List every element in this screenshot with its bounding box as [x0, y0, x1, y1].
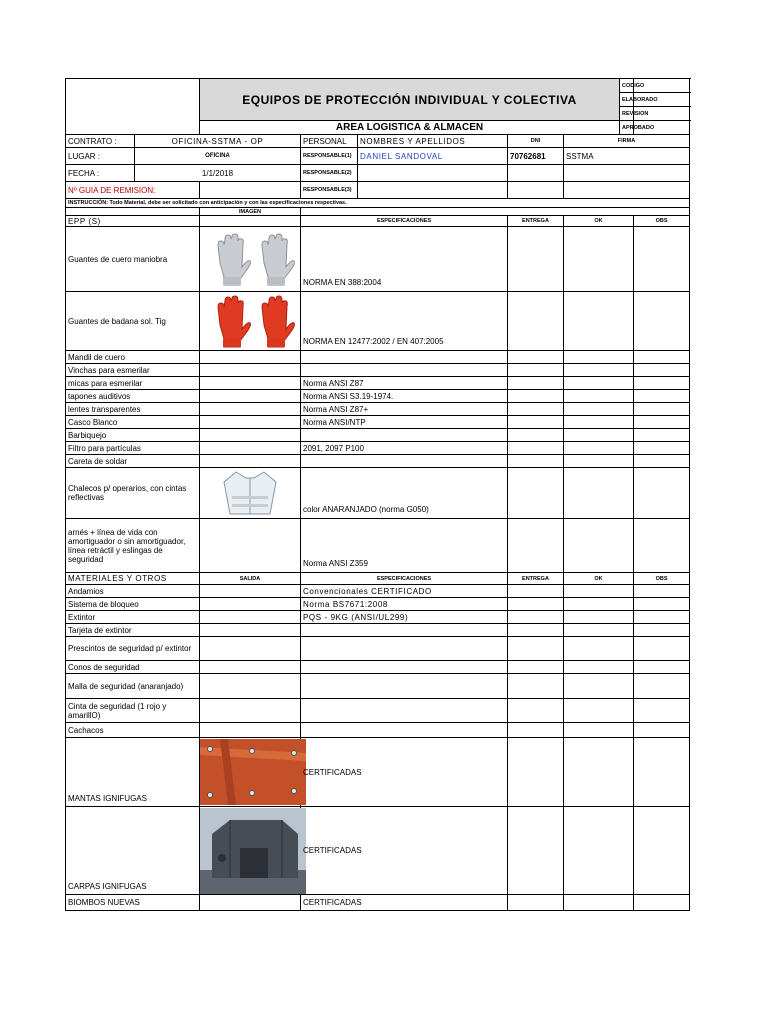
epp-obs-cell[interactable]	[634, 455, 690, 468]
material-item-spec: Norma BS7671:2008	[301, 598, 508, 611]
contrato-label: CONTRATO :	[66, 135, 135, 148]
epp-obs-cell[interactable]	[634, 351, 690, 364]
material-obs-cell[interactable]	[634, 738, 690, 807]
epp-item-name: Guantes de cuero maniobra	[66, 227, 200, 292]
epp-col-especificaciones: ESPECIFICACIONES	[301, 216, 508, 227]
material-item-image	[200, 738, 301, 807]
epp-ok-cell[interactable]	[564, 227, 634, 292]
epp-item-spec	[301, 455, 508, 468]
meta-label-revision: REVISION	[620, 107, 634, 121]
epp-form-sheet	[65, 78, 689, 907]
epp-ok-cell[interactable]	[564, 519, 634, 573]
epp-entrega-cell[interactable]	[508, 364, 564, 377]
epp-ok-cell[interactable]	[564, 416, 634, 429]
epp-entrega-cell[interactable]	[508, 390, 564, 403]
logo-cell	[66, 79, 200, 135]
material-item-spec: Convencionales CERTIFICADO	[301, 585, 508, 598]
epp-obs-cell[interactable]	[634, 429, 690, 442]
material-ok-cell[interactable]	[564, 895, 634, 911]
material-salida-cell	[200, 661, 301, 674]
epp-obs-cell[interactable]	[634, 292, 690, 351]
resp3-name	[358, 182, 508, 199]
material-item-spec: CERTIFICADAS	[301, 895, 508, 911]
epp-item-image	[200, 227, 301, 292]
form-title: EQUIPOS DE PROTECCIÓN INDIVIDUAL Y COLECTIVA	[200, 79, 620, 121]
resp2-name	[358, 165, 508, 182]
imagen-spacer-right	[301, 208, 690, 216]
epp-obs-cell[interactable]	[634, 403, 690, 416]
material-entrega-cell[interactable]	[508, 585, 564, 598]
epp-ok-cell[interactable]	[564, 403, 634, 416]
epp-obs-cell[interactable]	[634, 364, 690, 377]
epp-item-spec: Norma ANSI Z87+	[301, 403, 508, 416]
epp-item-name: Guantes de badana sol. Tig	[66, 292, 200, 351]
epp-item-spec: color ANARANJADO (norma G050)	[301, 468, 508, 519]
epp-form-table	[65, 78, 690, 911]
nombres-label: NOMBRES Y APELLIDOS	[358, 135, 508, 148]
epp-col-entrega: ENTREGA	[508, 216, 564, 227]
material-ok-cell[interactable]	[564, 738, 634, 807]
material-item-spec	[301, 661, 508, 674]
fecha-value: 1/1/2018	[135, 165, 301, 182]
epp-image-cell	[200, 429, 301, 442]
resp1-dni: 70762681	[508, 148, 564, 165]
epp-entrega-cell[interactable]	[508, 429, 564, 442]
epp-item-name: lentes transparentes	[66, 403, 200, 416]
material-item-spec	[301, 699, 508, 723]
materiales-section-label: MATERIALES Y OTROS	[66, 573, 200, 585]
material-obs-cell[interactable]	[634, 611, 690, 624]
epp-obs-cell[interactable]	[634, 468, 690, 519]
epp-image-cell	[200, 351, 301, 364]
material-obs-cell[interactable]	[634, 723, 690, 738]
materiales-col-obs: OBS	[634, 573, 690, 585]
material-item-spec	[301, 723, 508, 738]
epp-obs-cell[interactable]	[634, 519, 690, 573]
resp1-name: DANIEL SANDOVAL	[358, 148, 508, 165]
material-ok-cell[interactable]	[564, 585, 634, 598]
epp-section-label: EPP (S)	[66, 216, 200, 227]
epp-entrega-cell[interactable]	[508, 377, 564, 390]
epp-entrega-cell[interactable]	[508, 442, 564, 455]
material-ok-cell[interactable]	[564, 598, 634, 611]
epp-item-name: tapones auditivos	[66, 390, 200, 403]
material-obs-cell[interactable]	[634, 807, 690, 895]
epp-image-col	[200, 216, 301, 227]
epp-item-spec: NORMA EN 388:2004	[301, 227, 508, 292]
epp-entrega-cell[interactable]	[508, 519, 564, 573]
material-entrega-cell[interactable]	[508, 661, 564, 674]
material-salida-cell	[200, 637, 301, 661]
material-entrega-cell[interactable]	[508, 699, 564, 723]
epp-ok-cell[interactable]	[564, 390, 634, 403]
epp-image-cell	[200, 455, 301, 468]
material-salida-cell	[200, 624, 301, 637]
epp-entrega-cell[interactable]	[508, 351, 564, 364]
fecha-label: FECHA :	[66, 165, 135, 182]
epp-image-cell	[200, 390, 301, 403]
material-item-image	[200, 807, 301, 895]
material-item-name: Malla de seguridad (anaranjado)	[66, 674, 200, 699]
material-entrega-cell[interactable]	[508, 723, 564, 738]
imagen-spacer-left	[66, 208, 200, 216]
resp2-dni	[508, 165, 564, 182]
material-item-name: Conos de seguridad	[66, 661, 200, 674]
epp-ok-cell[interactable]	[564, 429, 634, 442]
epp-ok-cell[interactable]	[564, 442, 634, 455]
resp3-firma	[564, 182, 690, 199]
material-ok-cell[interactable]	[564, 637, 634, 661]
col-imagen-header: IMAGEN	[200, 208, 301, 216]
material-obs-cell[interactable]	[634, 624, 690, 637]
guia-label: Nº GUIA DE REMISION:	[66, 182, 200, 199]
resp2-label: RESPONSABLE(2)	[301, 165, 358, 182]
epp-entrega-cell[interactable]	[508, 292, 564, 351]
resp1-label: RESPONSABLE(1)	[301, 148, 358, 165]
material-item-name: Cinta de seguridad (1 rojo y amarillO)	[66, 699, 200, 723]
lugar-value: OFICINA	[135, 148, 301, 165]
epp-item-name: Vinchas para esmerilar	[66, 364, 200, 377]
material-salida-cell	[200, 699, 301, 723]
material-item-spec: PQS - 9KG (ANSI/UL299)	[301, 611, 508, 624]
material-entrega-cell[interactable]	[508, 637, 564, 661]
epp-item-name: Casco Blanco	[66, 416, 200, 429]
material-item-name: Tarjeta de extintor	[66, 624, 200, 637]
material-item-name: Andamios	[66, 585, 200, 598]
material-salida-cell	[200, 585, 301, 598]
epp-item-spec: Norma ANSI Z359	[301, 519, 508, 573]
material-obs-cell[interactable]	[634, 585, 690, 598]
epp-item-spec: Norma ANSI S3.19-1974.	[301, 390, 508, 403]
material-item-name: Prescintos de seguridad p/ extintor	[66, 637, 200, 661]
epp-image-cell	[200, 364, 301, 377]
material-item-name: MANTAS IGNIFUGAS	[66, 738, 200, 807]
material-item-spec	[301, 637, 508, 661]
epp-image-cell	[200, 377, 301, 390]
material-entrega-cell[interactable]	[508, 611, 564, 624]
epp-entrega-cell[interactable]	[508, 455, 564, 468]
epp-item-name: Careta de soldar	[66, 455, 200, 468]
epp-item-name: arnés + línea de vida con amortiguador o sin amortiguador, línea retráctil y eslingas de seguridad	[66, 519, 200, 573]
material-item-name: BIOMBOS NUEVAS	[66, 895, 200, 911]
material-entrega-cell[interactable]	[508, 807, 564, 895]
epp-obs-cell[interactable]	[634, 377, 690, 390]
epp-image-cell	[200, 442, 301, 455]
epp-entrega-cell[interactable]	[508, 468, 564, 519]
firma-label: FIRMA	[564, 135, 690, 148]
material-item-name: Extintor	[66, 611, 200, 624]
epp-item-image	[200, 468, 301, 519]
resp3-dni	[508, 182, 564, 199]
epp-item-spec: Norma ANSI/NTP	[301, 416, 508, 429]
materiales-col-entrega: ENTREGA	[508, 573, 564, 585]
materiales-col-salida: SALIDA	[200, 573, 301, 585]
material-item-name: CARPAS IGNIFUGAS	[66, 807, 200, 895]
material-entrega-cell[interactable]	[508, 674, 564, 699]
personal-label: PERSONAL	[301, 135, 358, 148]
epp-ok-cell[interactable]	[564, 377, 634, 390]
contrato-value: OFICINA-SSTMA - OP	[135, 135, 301, 148]
instruccion-text: INSTRUCCIÓN: Todo Material, debe ser solicitado con anticipación y con las especificaciones respectivas.	[66, 199, 690, 208]
material-ok-cell[interactable]	[564, 674, 634, 699]
resp2-firma	[564, 165, 690, 182]
epp-item-spec: NORMA EN 12477:2002 / EN 407:2005	[301, 292, 508, 351]
material-ok-cell[interactable]	[564, 661, 634, 674]
material-obs-cell[interactable]	[634, 661, 690, 674]
epp-obs-cell[interactable]	[634, 227, 690, 292]
resp1-firma: SSTMA	[564, 148, 690, 165]
epp-item-name: micas para esmerilar	[66, 377, 200, 390]
epp-item-name: Chalecos p/ operarios, con cintas reflectivas	[66, 468, 200, 519]
form-subtitle: AREA LOGISTICA & ALMACEN	[200, 121, 620, 135]
epp-image-cell	[200, 403, 301, 416]
material-obs-cell[interactable]	[634, 674, 690, 699]
material-salida-cell	[200, 611, 301, 624]
material-entrega-cell[interactable]	[508, 738, 564, 807]
material-item-spec: CERTIFICADAS	[301, 738, 508, 807]
meta-label-codigo: CODIGO	[620, 79, 634, 93]
epp-item-spec	[301, 364, 508, 377]
epp-image-cell	[200, 416, 301, 429]
materiales-col-ok: OK	[564, 573, 634, 585]
epp-col-obs: OBS	[634, 216, 690, 227]
material-salida-cell	[200, 723, 301, 738]
epp-item-spec: 2091, 2097 P100	[301, 442, 508, 455]
material-obs-cell[interactable]	[634, 895, 690, 911]
epp-item-name: Barbiquejo	[66, 429, 200, 442]
material-item-spec: CERTIFICADAS	[301, 807, 508, 895]
material-item-name: Cachacos	[66, 723, 200, 738]
epp-ok-cell[interactable]	[564, 468, 634, 519]
material-ok-cell[interactable]	[564, 699, 634, 723]
epp-col-ok: OK	[564, 216, 634, 227]
epp-ok-cell[interactable]	[564, 364, 634, 377]
epp-ok-cell[interactable]	[564, 292, 634, 351]
lugar-label: LUGAR :	[66, 148, 135, 165]
epp-item-spec	[301, 351, 508, 364]
epp-item-image	[200, 292, 301, 351]
material-entrega-cell[interactable]	[508, 598, 564, 611]
epp-obs-cell[interactable]	[634, 416, 690, 429]
material-item-name: Sistema de bloqueo	[66, 598, 200, 611]
material-obs-cell[interactable]	[634, 699, 690, 723]
epp-obs-cell[interactable]	[634, 442, 690, 455]
material-salida-cell	[200, 895, 301, 911]
meta-label-aprobado: APROBADO	[620, 121, 634, 135]
epp-item-name: Mandil de cuero	[66, 351, 200, 364]
guia-value	[200, 182, 301, 199]
material-item-spec	[301, 674, 508, 699]
material-item-spec	[301, 624, 508, 637]
material-entrega-cell[interactable]	[508, 895, 564, 911]
epp-item-spec: Norma ANSI Z87	[301, 377, 508, 390]
material-entrega-cell[interactable]	[508, 624, 564, 637]
epp-entrega-cell[interactable]	[508, 416, 564, 429]
epp-image-cell	[200, 519, 301, 573]
resp3-label: RESPONSABLE(3)	[301, 182, 358, 199]
epp-item-name: Filtro para partículas	[66, 442, 200, 455]
epp-ok-cell[interactable]	[564, 455, 634, 468]
material-ok-cell[interactable]	[564, 723, 634, 738]
dni-label: DNI	[508, 135, 564, 148]
material-obs-cell[interactable]	[634, 598, 690, 611]
epp-item-spec	[301, 429, 508, 442]
epp-ok-cell[interactable]	[564, 351, 634, 364]
material-ok-cell[interactable]	[564, 611, 634, 624]
epp-entrega-cell[interactable]	[508, 403, 564, 416]
material-salida-cell	[200, 598, 301, 611]
material-obs-cell[interactable]	[634, 637, 690, 661]
material-salida-cell	[200, 674, 301, 699]
epp-obs-cell[interactable]	[634, 390, 690, 403]
material-ok-cell[interactable]	[564, 807, 634, 895]
meta-label-elaborado: ELABORADO	[620, 93, 634, 107]
materiales-col-especificaciones: ESPECIFICACIONES	[301, 573, 508, 585]
material-ok-cell[interactable]	[564, 624, 634, 637]
epp-entrega-cell[interactable]	[508, 227, 564, 292]
